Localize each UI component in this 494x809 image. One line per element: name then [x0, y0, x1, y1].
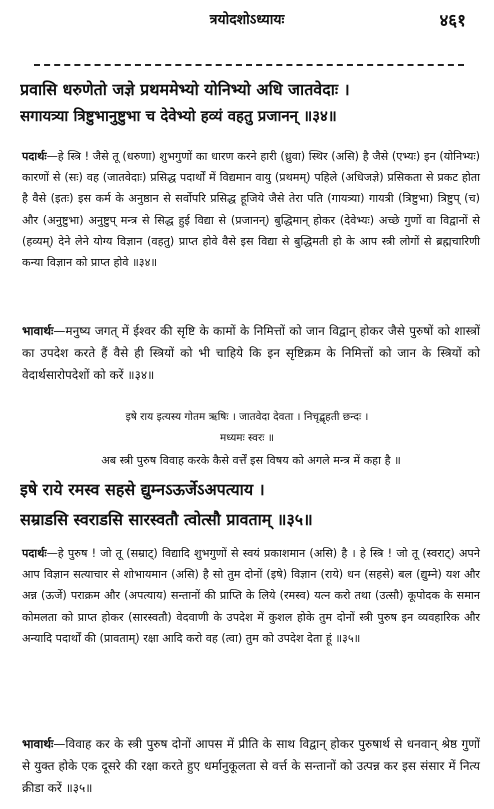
bhavartha-label: भावार्थः [22, 737, 54, 751]
padartha-text: —हे स्त्रि ! जैसे तू (धरुणा) शुभगुणों का धारण करने हारी (ध्रुवा) स्थिर (असि) है जैसे (एभ्यः) इन (योनिभ्यः) कारणों से (सः) वह (जातवेदाः) प्रसिद्ध पदार्थों में विद्यमान वायु (प्रथमम्) पहिले (अधिजज्ञे) प्रसिकता से प्रकट होता है वैसे (इतः) इस कर्म के अनुष्ठान से सर्वोपरि प्रसिद्ध हूजिये जैसे तेरा पति (गायत्र्या) गायत्री (त्रिष्टुभा) त्रिष्टुप् (च) और (अनुष्टुभा) अनुष्टुप् मन्त्र से सिद्ध हुई विद्या से (प्रजानन्) बुद्धिमान् होकर (देवेभ्यः) अच्छे गुणों वा विद्वानों से (हव्यम्) देने लेने योग्य विज्ञान (वहतु) प्राप्त होवे वैसे इस विद्या से बुद्धिमती हो के आप स्त्री लोगों से ब्रह्मचारिणी कन्या विज्ञान को प्राप्त होवे ॥३४॥ [22, 150, 480, 270]
bhavartha-label: भावार्थः [22, 324, 54, 338]
padartha-35 [22, 543, 480, 649]
padartha-34 [22, 146, 480, 273]
svara-line: मध्यमः स्वरः ॥ [219, 432, 275, 444]
page-header [24, 6, 470, 34]
mantra-35-line-2: सम्राडसि स्वराडसि सारस्वतौ त्वोत्सौ प्रावताम् ॥३५॥ [20, 510, 313, 529]
bhavartha-35 [22, 733, 480, 799]
padartha-label: पदार्थः [22, 150, 47, 163]
mantra-35-intro: अब स्त्री पुरुष विवाह करके कैसे वर्त्तें इस विषय को अगले मन्त्र में कहा है ॥ [101, 454, 401, 467]
header-divider [34, 64, 464, 66]
bhavartha-text: —विवाह कर के स्त्री पुरुष दोनों आपस में प्रीति के साथ विद्वान् होकर पुरुषार्थ से धनवान् श्रेष्ठ गुणों से युक्त होके एक दूसरे की रक्षा करते हुए धर्मानुकूलता से वर्त्त के सन्तानों को उत्पन्न कर इस संसार में नित्य क्रीडा करें ॥३५॥ [22, 737, 480, 795]
padartha-text: —हे पुरुष ! जो तू (सम्राट्) विद्यादि शुभगुणों से स्वयं प्रकाशमान (असि) है । हे स्त्रि ! जो तू (स्वराट्) अपने आप विज्ञान सत्याचार से शोभायमान (असि) है सो तुम दोनों (इषे) विज्ञान (राये) धन (सहसे) बल (द्युम्ने) यश और अन्न (ऊर्जे) पराक्रम और (अपत्याय) सन्तानों की प्राप्ति के लिये (रमस्व) यत्न करो तथा (उत्सौ) कूपोदक के समान कोमलता को प्राप्त होकर (सारस्वतौ) वेदवाणी के उपदेश में कुशल होके तुम दोनों स्त्री पुरुष इन व्यवहारिक और अन्यादि पदार्थों की (प्रावताम्) रक्षा आदि करो वह (त्वा) तुम को उपदेश देता हूं ॥३५॥ [22, 547, 480, 645]
bhavartha-34 [22, 320, 480, 386]
mantra-34-line-2: सगायत्र्या त्रिष्टुभानुष्टुभा च देवेभ्यो हव्यं वहतु प्रजानन् ॥३४॥ [20, 107, 337, 125]
mantra-35-line-1: इषे राये रमस्व सहसे द्युम्नऽऊर्जेऽअपत्याय । [20, 480, 265, 499]
mantra-34-line-1: प्रवासि धरुणेतो जज्ञे प्रथममेभ्यो योनिभ्यो अधि जातवेदाः । [20, 80, 350, 99]
padartha-label: पदार्थः [22, 547, 47, 560]
bhavartha-text: —मनुष्य जगत् में ईश्वर की सृष्टि के कामों के निमित्तों को जान विद्वान् होकर जैसे पुरुषों को शास्त्रों का उपदेश करते हैं वैसे ही स्त्रियों को भी चाहिये कि इन सृष्टिक्रम के निमित्तों को जान के स्त्रियों को वेदार्थसारोपदेशों को करें ॥३४॥ [22, 324, 480, 382]
page-number: ४६१ [439, 11, 466, 31]
chapter-title: त्रयोदशोऽध्यायः [209, 12, 285, 28]
rishi-devata-line: इषे राय इत्यस्य गोतम ऋषिः । जातवेदा देवता । निचृद्बृहती छन्दः । [125, 411, 369, 423]
